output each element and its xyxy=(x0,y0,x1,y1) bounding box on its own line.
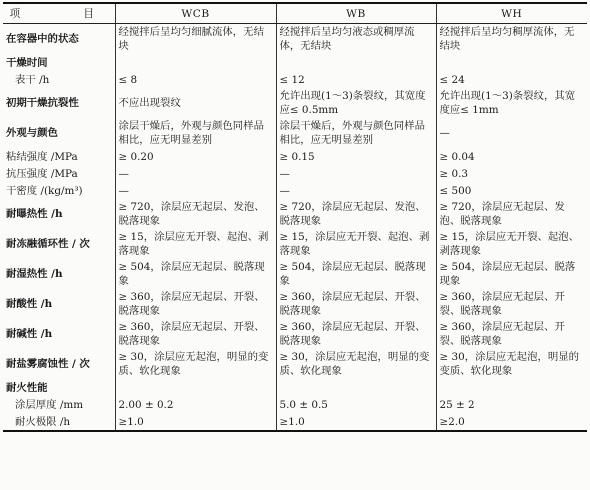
cell-wh: ≤ 500 xyxy=(436,182,587,199)
cell-wb: — xyxy=(276,165,436,182)
cell-wcb: ≥ 720，涂层应无起层、发泡、脱落现象 xyxy=(115,199,276,229)
cell-wcb: — xyxy=(115,182,276,199)
cell-wh: ≥ 0.04 xyxy=(436,148,587,165)
row-label: 耐碱性 /h xyxy=(6,328,53,340)
table-row xyxy=(3,379,587,396)
cell-wcb: 2.00 ± 0.2 xyxy=(115,396,276,413)
table-row xyxy=(3,54,587,71)
cell-wcb: ≤ 8 xyxy=(115,71,276,88)
cell-wb: ≥ 30，涂层应无起泡，明显的变质、软化现象 xyxy=(276,349,436,379)
cell-wcb xyxy=(115,379,276,396)
cell-wb: 涂层干燥后，外观与颜色同样品相比，应无明显差别 xyxy=(276,118,436,148)
cell-wh: ≤ 24 xyxy=(436,71,587,88)
cell-wcb: 不应出现裂纹 xyxy=(115,88,276,118)
cell-wb: ≥ 720，涂层应无起层、发泡、脱落现象 xyxy=(276,199,436,229)
cell-wh: ≥ 0.3 xyxy=(436,165,587,182)
table-row xyxy=(3,24,587,55)
cell-wcb: 涂层干燥后，外观与颜色同样品相比，应无明显差别 xyxy=(115,118,276,148)
cell-wb: ≤ 12 xyxy=(276,71,436,88)
row-label: 耐曝热性 /h xyxy=(6,208,63,220)
cell-wb: — xyxy=(276,182,436,199)
row-label: 耐火极限 /h xyxy=(15,415,71,428)
table-row xyxy=(3,88,587,118)
cell-wb: ≥ 504，涂层应无起层、脱落现象 xyxy=(276,259,436,289)
cell-wb xyxy=(276,54,436,71)
cell-wb: ≥ 360，涂层应无起层、开裂、脱落现象 xyxy=(276,319,436,349)
cell-wh: ≥ 30，涂层应无起泡，明显的变质、软化现象 xyxy=(436,349,587,379)
column-header-wb: WB xyxy=(276,3,436,24)
cell-wh: ≥2.0 xyxy=(436,413,587,431)
cell-wcb: ≥ 0.20 xyxy=(115,148,276,165)
cell-wh: — xyxy=(436,118,587,148)
table-row xyxy=(3,199,587,229)
table-row xyxy=(3,229,587,259)
row-label: 耐酸性 /h xyxy=(6,298,53,310)
table-row xyxy=(3,289,587,319)
cell-wb: ≥ 0.15 xyxy=(276,148,436,165)
table-header-row xyxy=(3,3,587,24)
cell-wb: 5.0 ± 0.5 xyxy=(276,396,436,413)
cell-wh xyxy=(436,379,587,396)
table-row xyxy=(3,148,587,165)
table-row xyxy=(3,182,587,199)
cell-wh: ≥ 360，涂层应无起层、开裂、脱落现象 xyxy=(436,289,587,319)
cell-wcb: ≥ 504，涂层应无起层、脱落现象 xyxy=(115,259,276,289)
table-row xyxy=(3,118,587,148)
cell-wcb: ≥ 15，涂层应无开裂、起泡、剥落现象 xyxy=(115,229,276,259)
table-row xyxy=(3,349,587,379)
cell-wb: ≥1.0 xyxy=(276,413,436,431)
column-header-wh: WH xyxy=(436,3,587,24)
row-label: 干燥时间 xyxy=(6,56,48,69)
cell-wcb: ≥ 30，涂层应无起泡，明显的变质、软化现象 xyxy=(115,349,276,379)
cell-wb: 经搅拌后呈均匀液态或稠厚流体，无结块 xyxy=(276,24,436,55)
column-header-item: 项 目 xyxy=(3,3,115,24)
cell-wh: 25 ± 2 xyxy=(436,396,587,413)
cell-wcb xyxy=(115,54,276,71)
cell-wcb: ≥ 360，涂层应无起层、开裂、脱落现象 xyxy=(115,289,276,319)
row-label: 初期干燥抗裂性 xyxy=(6,97,79,109)
table-row xyxy=(3,319,587,349)
cell-wh: ≥ 720，涂层应无起层、发泡、脱落现象 xyxy=(436,199,587,229)
table-row xyxy=(3,413,587,431)
row-label: 耐冻融循环性 / 次 xyxy=(6,238,90,250)
table-body xyxy=(3,24,587,432)
row-label: 在容器中的状态 xyxy=(6,33,79,45)
column-header-wcb: WCB xyxy=(115,3,276,24)
cell-wh: 经搅拌后呈均匀稠厚流体，无结块 xyxy=(436,24,587,55)
table-row xyxy=(3,71,587,88)
cell-wh: ≥ 15，涂层应无开裂、起泡、剥落现象 xyxy=(436,229,587,259)
cell-wh: ≥ 504，涂层应无起层、脱落现象 xyxy=(436,259,587,289)
row-label: 涂层厚度 /mm xyxy=(15,398,84,411)
cell-wh: ≥ 360，涂层应无起层、开裂、脱落现象 xyxy=(436,319,587,349)
row-label: 耐湿热性 /h xyxy=(6,268,63,280)
spec-table xyxy=(3,2,587,432)
row-label: 干密度 /(kg/m³) xyxy=(6,184,83,197)
cell-wb: ≥ 15，涂层应无开裂、起泡、剥落现象 xyxy=(276,229,436,259)
cell-wb xyxy=(276,379,436,396)
cell-wb: 允许出现(1～3)条裂纹，其宽度应≤ 0.5mm xyxy=(276,88,436,118)
cell-wcb: ≥ 360，涂层应无起层、开裂、脱落现象 xyxy=(115,319,276,349)
row-label: 表干 /h xyxy=(15,73,50,86)
cell-wh xyxy=(436,54,587,71)
table-row xyxy=(3,165,587,182)
row-label: 抗压强度 /MPa xyxy=(6,167,78,180)
row-label: 外观与颜色 xyxy=(6,127,58,139)
row-label: 粘结强度 /MPa xyxy=(6,150,78,163)
cell-wcb: 经搅拌后呈均匀细腻流体，无结块 xyxy=(115,24,276,55)
cell-wb: ≥ 360，涂层应无起层、开裂、脱落现象 xyxy=(276,289,436,319)
cell-wcb: — xyxy=(115,165,276,182)
table-row xyxy=(3,259,587,289)
row-label: 耐盐雾腐蚀性 / 次 xyxy=(6,358,90,370)
cell-wcb: ≥1.0 xyxy=(115,413,276,431)
cell-wh: 允许出现(1～3)条裂纹，其宽度应≤ 1mm xyxy=(436,88,587,118)
table-row xyxy=(3,396,587,413)
row-label: 耐火性能 xyxy=(6,381,48,394)
